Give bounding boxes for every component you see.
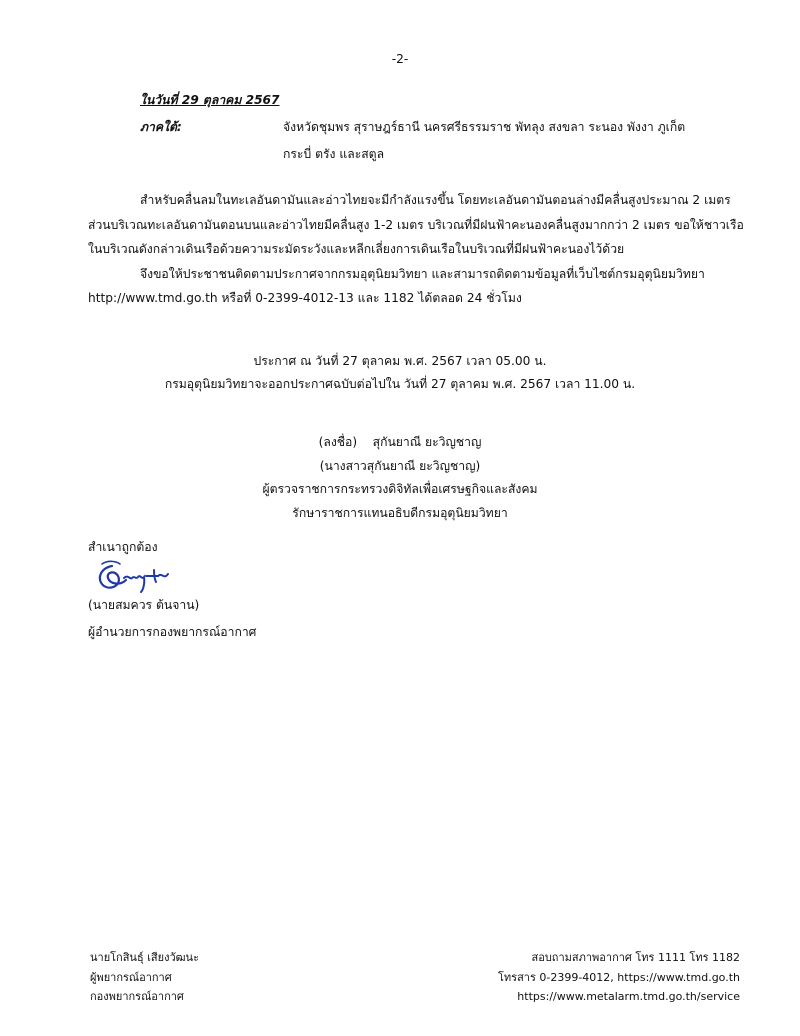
announcement-issued: ประกาศ ณ วันที่ 27 ตุลาคม พ.ศ. 2567 เวลา 05.00 น. bbox=[253, 354, 547, 368]
footer-left-line-1: นายโกสินธุ์ เสียงวัฒนะ bbox=[90, 951, 199, 964]
provinces-line-2: กระบี่ ตรัง และสตูล bbox=[283, 147, 385, 161]
body-line-3: ในบริเวณดังกล่าวเดินเรือด้วยความระมัดระวังและหลีกเลี่ยงการเดินเรือในบริเวณที่มีฝนฟ้าคะนองไว้ด้วย bbox=[88, 242, 625, 256]
footer-right-line-1: สอบถามสภาพอากาศ โทร 1111 โทร 1182 bbox=[531, 951, 740, 964]
body-line-5: http://www.tmd.go.th หรือที่ 0-2399-4012-13 และ 1182 ได้ตลอด 24 ชั่วโมง bbox=[88, 291, 522, 305]
signatory-full-name: (นางสาวสุกันยาณี ยะวิญชาญ) bbox=[319, 458, 481, 473]
footer-right-line-2: โทรสาร 0-2399-4012, https://www.tmd.go.th bbox=[498, 970, 740, 984]
announcement-block bbox=[0, 352, 800, 398]
announcement-next: กรมอุตุนิยมวิทยาจะออกประกาศฉบับต่อไปใน วันที่ 27 ตุลาคม พ.ศ. 2567 เวลา 11.00 น. bbox=[164, 377, 636, 391]
signatory-position-1: ผู้ตรวจราชการกระทรวงดิจิทัลเพื่อเศรษฐกิจและสังคม bbox=[262, 482, 538, 496]
handwritten-signature bbox=[94, 558, 184, 594]
certified-copy-label: สำเนาถูกต้อง bbox=[88, 540, 158, 554]
signed-name: สุกันยาณี ยะวิญชาญ bbox=[372, 435, 482, 449]
signatory-block bbox=[0, 433, 800, 527]
provinces-list bbox=[283, 118, 685, 172]
provinces-line-1: จังหวัดชุมพร สุราษฎร์ธานี นครศรีธรรมราช พัทลุง สงขลา ระนอง พังงา ภูเก็ต bbox=[283, 120, 686, 134]
signed-prefix: (ลงชื่อ) bbox=[318, 435, 358, 449]
body-line-2: ส่วนบริเวณทะเลอันดามันตอนบนและอ่าวไทยมีคลื่นสูง 1-2 เมตร บริเวณที่มีฝนฟ้าคะนองคลื่นสูงมากกว่า 2 เมตร ขอให้ชาวเรือ bbox=[88, 217, 744, 232]
body-line-4: จึงขอให้ประชาชนติดตามประกาศจากกรมอุตุนิยมวิทยา และสามารถติดตามข้อมูลที่เว็บไซต์กรมอุตุนิยมวิทยา bbox=[140, 266, 705, 281]
page-number: -2- bbox=[391, 52, 409, 66]
region-label: ภาคใต้: bbox=[140, 120, 182, 134]
body-paragraph bbox=[88, 191, 744, 314]
footer-right-line-3: https://www.metalarm.tmd.go.th/service bbox=[517, 990, 740, 1003]
certified-copy-title: ผู้อำนวยการกองพยากรณ์อากาศ bbox=[88, 625, 257, 639]
date-heading: ในวันที่ 29 ตุลาคม 2567 bbox=[140, 93, 280, 107]
signed-line bbox=[0, 433, 800, 457]
footer-left-line-3: กองพยากรณ์อากาศ bbox=[90, 990, 184, 1003]
certified-copy-name: (นายสมควร ต้นจาน) bbox=[88, 598, 200, 612]
footer-left-line-2: ผู้พยากรณ์อากาศ bbox=[90, 970, 172, 984]
body-line-1: สำหรับคลื่นลมในทะเลอันดามันและอ่าวไทยจะมีกำลังแรงขึ้น โดยทะเลอันดามันตอนล่างมีคลื่นสูงประมาณ 2 เมตร bbox=[140, 193, 731, 207]
signatory-position-2: รักษาราชการแทนอธิบดีกรมอุตุนิยมวิทยา bbox=[292, 505, 508, 520]
footer-contact bbox=[498, 949, 740, 1008]
footer-forecaster bbox=[90, 949, 199, 1008]
